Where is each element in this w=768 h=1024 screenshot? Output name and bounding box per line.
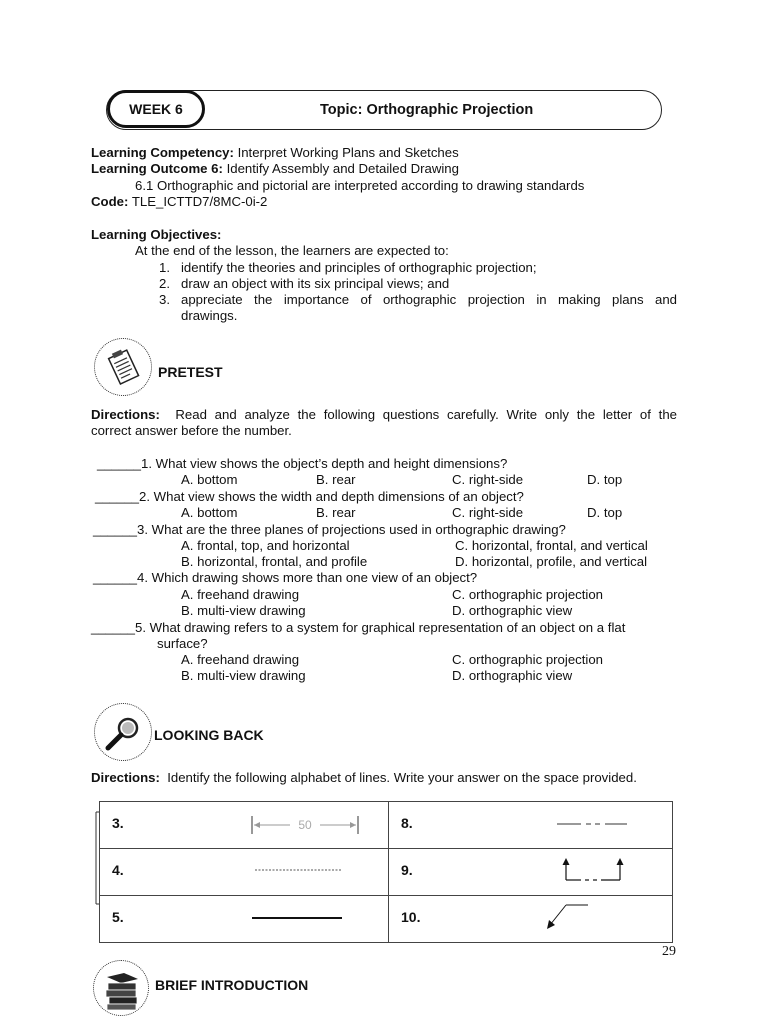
q3-option-c: C. horizontal, frontal, and vertical	[455, 538, 648, 553]
item-number: 9.	[401, 862, 413, 878]
question-4: ______4. Which drawing shows more than one view of an object?	[93, 570, 478, 585]
looking-back-directions-label: Directions:	[91, 770, 160, 785]
week-badge: WEEK 6	[107, 90, 205, 128]
question-5: ______5. What drawing refers to a system for graphical representation of an object on a flat	[91, 620, 626, 635]
q4-option-c: C. orthographic projection	[452, 587, 604, 602]
q3-option-a: A. frontal, top, and horizontal	[181, 538, 350, 553]
leader-line	[544, 901, 592, 931]
looking-back-directions	[91, 770, 637, 785]
q2-option-a: A. bottom	[181, 505, 238, 520]
table-row	[100, 849, 673, 896]
q4-option-b: B. multi-view drawing	[181, 603, 306, 618]
question-5-cont: surface?	[157, 636, 208, 651]
table-row	[100, 896, 673, 943]
q3-option-d: D. horizontal, profile, and vertical	[455, 554, 648, 569]
q1-option-d: D. top	[587, 472, 623, 487]
q5-option-d: D. orthographic view	[452, 668, 573, 683]
outcome-line	[91, 161, 459, 176]
item-number: 10.	[401, 909, 421, 925]
code-line	[91, 194, 267, 209]
magnifier-icon	[94, 703, 152, 761]
table-cell	[100, 802, 389, 849]
code-label: Code:	[91, 194, 129, 209]
table-row	[100, 802, 673, 849]
books-icon	[93, 960, 149, 1016]
brief-intro-title: BRIEF INTRODUCTION	[155, 977, 309, 993]
q2-option-c: C. right-side	[452, 505, 524, 520]
q5-option-a: A. freehand drawing	[181, 652, 300, 667]
objective-num-2: 2.	[159, 276, 170, 291]
table-cell	[100, 849, 389, 896]
dimension-value: 50	[298, 818, 312, 832]
item-number: 8.	[401, 815, 413, 831]
q5-option-b: B. multi-view drawing	[181, 668, 306, 683]
q1-option-c: C. right-side	[452, 472, 524, 487]
question-3: ______3. What are the three planes of projections used in orthographic drawing?	[93, 522, 566, 537]
competency-line	[91, 145, 459, 160]
center-line	[555, 820, 629, 828]
objective-text-1: identify the theories and principles of orthographic projection;	[181, 260, 537, 275]
q1-option-a: A. bottom	[181, 472, 238, 487]
question-2: ______2. What view shows the width and depth dimensions of an object?	[95, 489, 524, 504]
alphabet-of-lines-table	[99, 801, 673, 943]
item-number: 3.	[112, 815, 124, 831]
q3-option-b: B. horizontal, frontal, and profile	[181, 554, 368, 569]
objective-num-1: 1.	[159, 260, 170, 275]
objectives-title: Learning Objectives:	[91, 227, 222, 242]
item-number: 5.	[112, 909, 124, 925]
pretest-directions-1	[91, 407, 677, 422]
sub-outcome: 6.1 Orthographic and pictorial are interpreted according to drawing standards	[135, 178, 585, 193]
q4-option-a: A. freehand drawing	[181, 587, 300, 602]
q2-option-d: D. top	[587, 505, 623, 520]
objective-text-3b: drawings.	[181, 308, 238, 323]
q5-option-c: C. orthographic projection	[452, 652, 604, 667]
object-line	[250, 915, 344, 921]
pretest-directions-text: Read and analyze the following questions carefully. Write only the letter of the	[175, 407, 678, 422]
outcome-text: Identify Assembly and Detailed Drawing	[226, 161, 459, 176]
clipboard-icon	[94, 338, 152, 396]
q2-option-b: B. rear	[316, 505, 356, 520]
question-1: ______1. What view shows the object’s depth and height dimensions?	[97, 456, 508, 471]
objectives-intro: At the end of the lesson, the learners are expected to:	[135, 243, 449, 258]
code-text: TLE_ICTTD7/8MC-0i-2	[131, 194, 268, 209]
pretest-directions-label: Directions:	[91, 407, 160, 422]
competency-text: Interpret Working Plans and Sketches	[237, 145, 459, 160]
pretest-directions-2: correct answer before the number.	[91, 423, 292, 438]
competency-label: Learning Competency:	[91, 145, 234, 160]
q4-option-d: D. orthographic view	[452, 603, 573, 618]
table-cell	[389, 802, 673, 849]
looking-back-title: LOOKING BACK	[154, 727, 264, 743]
topic-title: Topic: Orthographic Projection	[320, 102, 534, 118]
outcome-label: Learning Outcome 6:	[91, 161, 223, 176]
page-number: 29	[662, 944, 676, 959]
objective-text-3a: appreciate the importance of orthographic projection in making plans and	[181, 292, 677, 307]
hidden-line	[254, 867, 346, 873]
objective-text-2: draw an object with its six principal views; and	[181, 276, 450, 291]
dimension-line	[250, 814, 362, 836]
objective-num-3: 3.	[159, 292, 170, 307]
looking-back-directions-text: Identify the following alphabet of lines. Write your answer on the space provided.	[167, 770, 637, 785]
table-cell	[100, 896, 389, 943]
item-number: 4.	[112, 862, 124, 878]
table-cell	[389, 849, 673, 896]
table-cell	[389, 896, 673, 943]
pretest-title: PRETEST	[158, 364, 223, 380]
q1-option-b: B. rear	[316, 472, 356, 487]
cutting-plane-line	[561, 856, 627, 884]
